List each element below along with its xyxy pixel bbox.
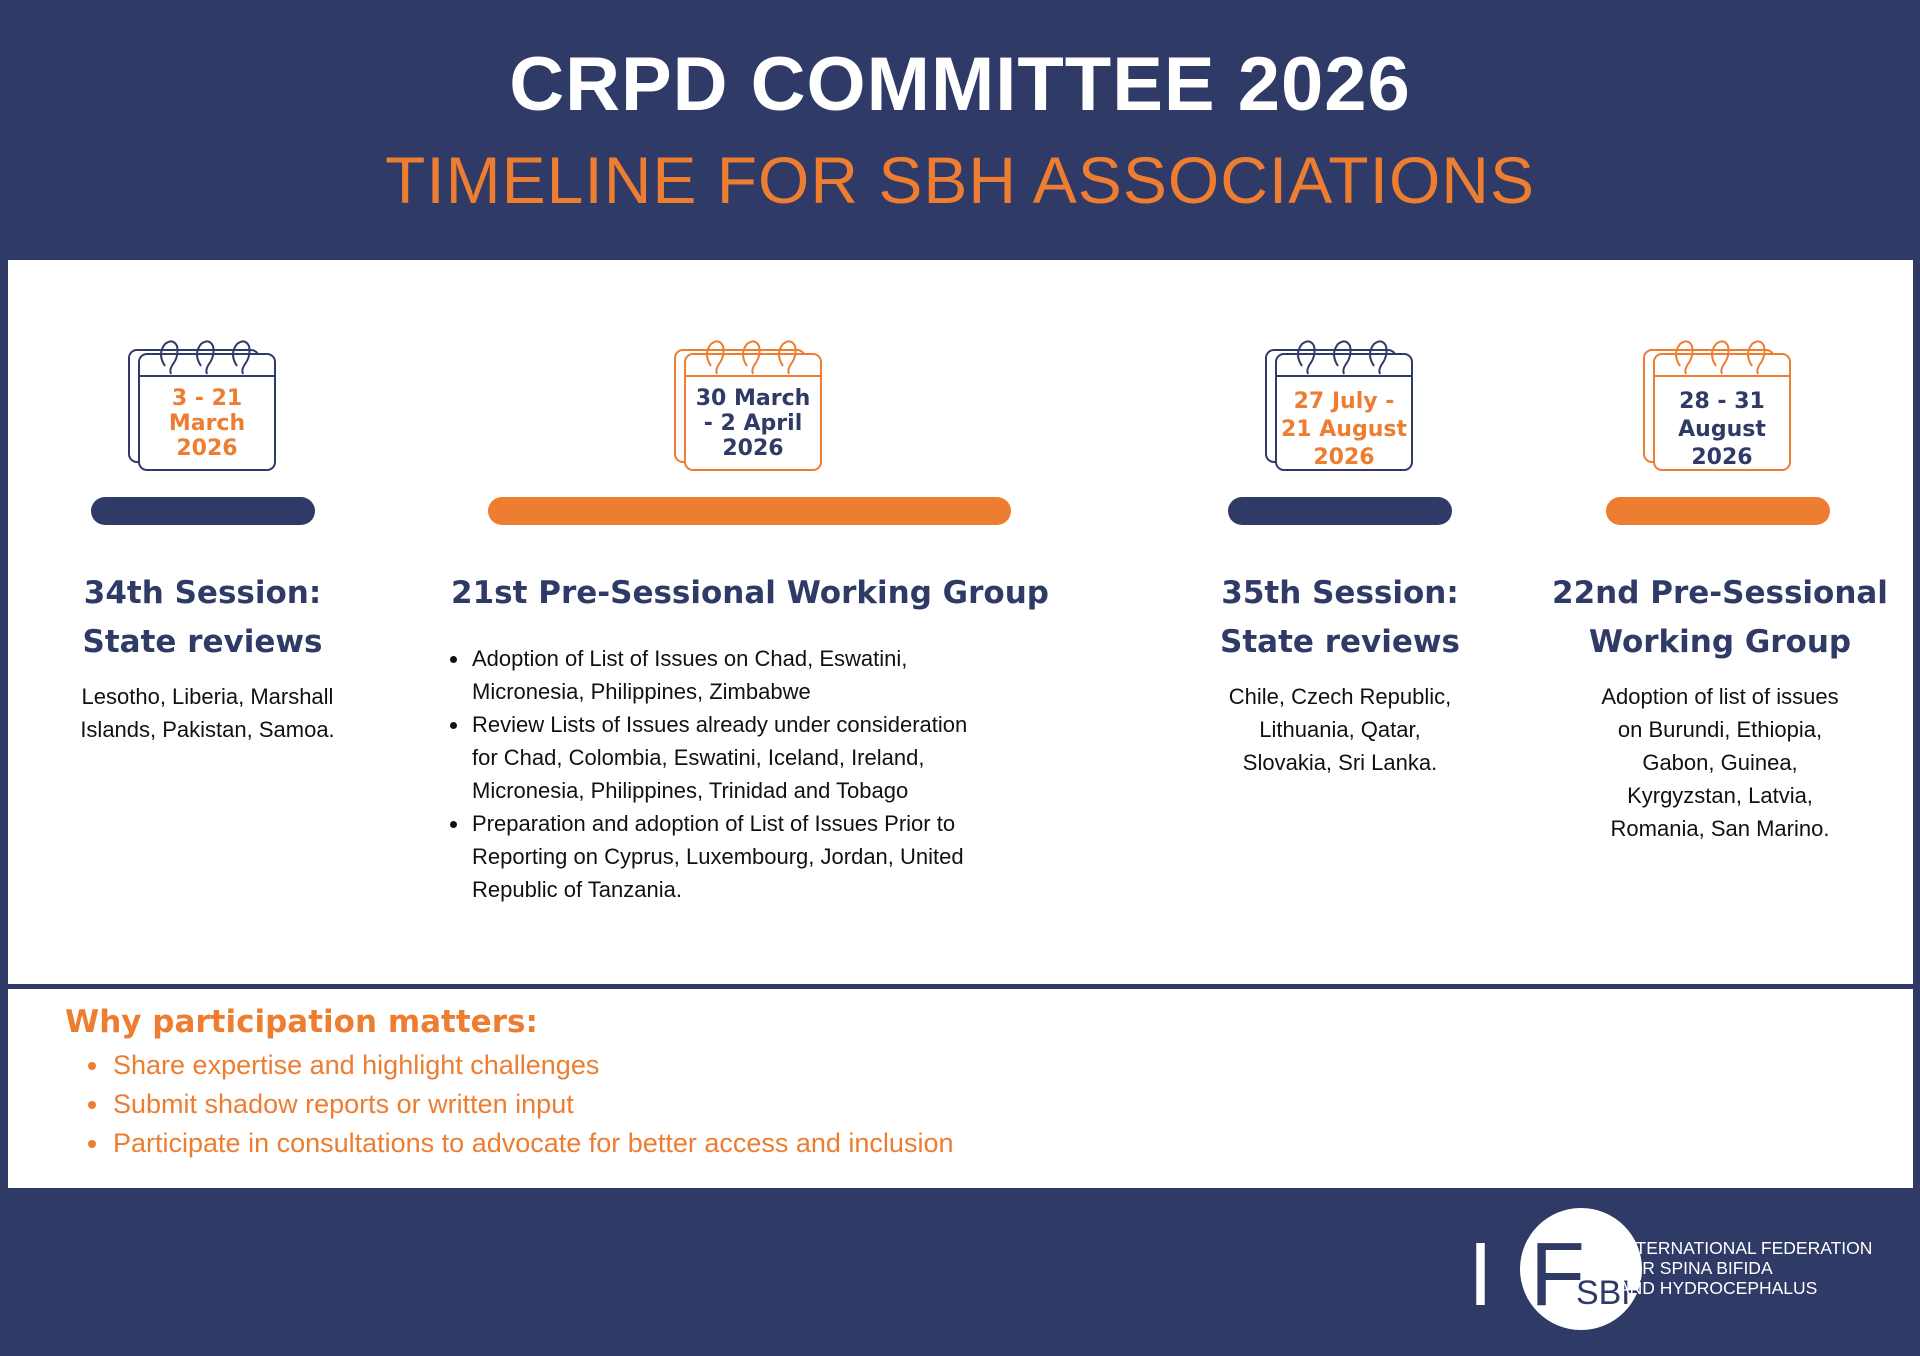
title-line: 22nd Pre-Sessional (1552, 575, 1888, 611)
calendar-icon (673, 336, 823, 476)
date-line: 2026 (1691, 445, 1753, 470)
why-item: Share expertise and highlight challenges (87, 1046, 953, 1085)
date-line: 2026 (176, 436, 238, 461)
body-line: Lesotho, Liberia, Marshall (81, 684, 334, 709)
item-title (1170, 569, 1510, 667)
date-line: 21 August (1281, 417, 1407, 442)
logo-letter-i: I (1468, 1225, 1494, 1325)
item-title (430, 569, 1070, 618)
title-line: 21st Pre-Sessional Working Group (451, 575, 1049, 611)
calendar-icon (127, 336, 277, 476)
bullet-line: Micronesia, Philippines, Trinidad and Tobago (472, 778, 909, 803)
org-name-line: FOR SPINA BIFIDA (1618, 1258, 1773, 1278)
bullet-line: Republic of Tanzania. (472, 877, 682, 902)
date-line: 28 - 31 (1679, 389, 1765, 414)
bullet-line: Preparation and adoption of List of Issues Prior to (472, 811, 956, 836)
bullet-line: Micronesia, Philippines, Zimbabwe (472, 679, 811, 704)
title-line: 34th Session: (83, 575, 322, 611)
why-list (87, 1046, 953, 1163)
date-label (1274, 388, 1414, 472)
body-line: Romania, San Marino. (1610, 816, 1830, 841)
bullet-item (447, 708, 1107, 807)
item-title (30, 569, 375, 667)
why-item: Submit shadow reports or written input (87, 1085, 953, 1124)
why-title: Why participation matters: (65, 1004, 538, 1040)
date-line: 2026 (722, 436, 784, 461)
org-name-line: AND HYDROCEPHALUS (1618, 1278, 1818, 1298)
timeline-bar (1606, 497, 1830, 525)
bullet-item (447, 807, 1107, 906)
item-body (1540, 680, 1900, 845)
org-name-line: INTERNATIONAL FEDERATION (1618, 1238, 1873, 1258)
bullet-line: Adoption of List of Issues on Chad, Eswatini, (472, 646, 908, 671)
ifsbh-logo (1468, 1208, 1908, 1333)
calendar-icon (1642, 336, 1792, 476)
date-line: 27 July - (1293, 389, 1395, 414)
date-label (683, 386, 823, 461)
timeline-bar (488, 497, 1011, 525)
logo-letter-f: F (1530, 1225, 1585, 1325)
calendar-icon (1264, 336, 1414, 476)
header (0, 0, 1920, 260)
item-body (1170, 680, 1510, 779)
body-line: Gabon, Guinea, (1642, 750, 1798, 775)
item-title (1530, 569, 1910, 667)
date-label (137, 386, 277, 461)
body-line: Adoption of list of issues (1601, 684, 1839, 709)
title-line: State reviews (82, 624, 323, 660)
body-line: on Burundi, Ethiopia, (1617, 717, 1823, 742)
item-body (30, 680, 385, 746)
page-subtitle: TIMELINE FOR SBH ASSOCIATIONS (385, 143, 1535, 217)
body-line: Chile, Czech Republic, (1228, 684, 1452, 709)
timeline-bar (91, 497, 315, 525)
date-label (1652, 388, 1792, 472)
date-line: 3 - 21 (171, 386, 243, 411)
page-title: CRPD COMMITTEE 2026 (509, 42, 1411, 127)
date-line: 30 March (695, 386, 811, 411)
bullet-line: for Chad, Colombia, Eswatini, Iceland, Ireland, (472, 745, 925, 770)
body-line: Kyrgyzstan, Latvia, (1627, 783, 1813, 808)
logo-sbh: SBH (1576, 1274, 1646, 1312)
bullet-line: Reporting on Cyprus, Luxembourg, Jordan, United (472, 844, 964, 869)
body-line: Islands, Pakistan, Samoa. (80, 717, 335, 742)
why-item: Participate in consultations to advocate for better access and inclusion (87, 1124, 953, 1163)
date-line: August (1678, 417, 1766, 442)
bullet-line: Review Lists of Issues already under consideration (472, 712, 968, 737)
timeline-bar (1228, 497, 1452, 525)
title-line: State reviews (1220, 624, 1460, 660)
item-bullets (447, 642, 1107, 906)
title-line: 35th Session: (1221, 575, 1459, 611)
logo-org-name (1618, 1238, 1872, 1298)
body-line: Slovakia, Sri Lanka. (1242, 750, 1438, 775)
title-line: Working Group (1588, 624, 1852, 660)
bullet-item (447, 642, 1107, 708)
date-line: - 2 April (703, 411, 803, 436)
body-line: Lithuania, Qatar, (1259, 717, 1421, 742)
date-line: March (168, 411, 246, 436)
date-line: 2026 (1313, 445, 1375, 470)
